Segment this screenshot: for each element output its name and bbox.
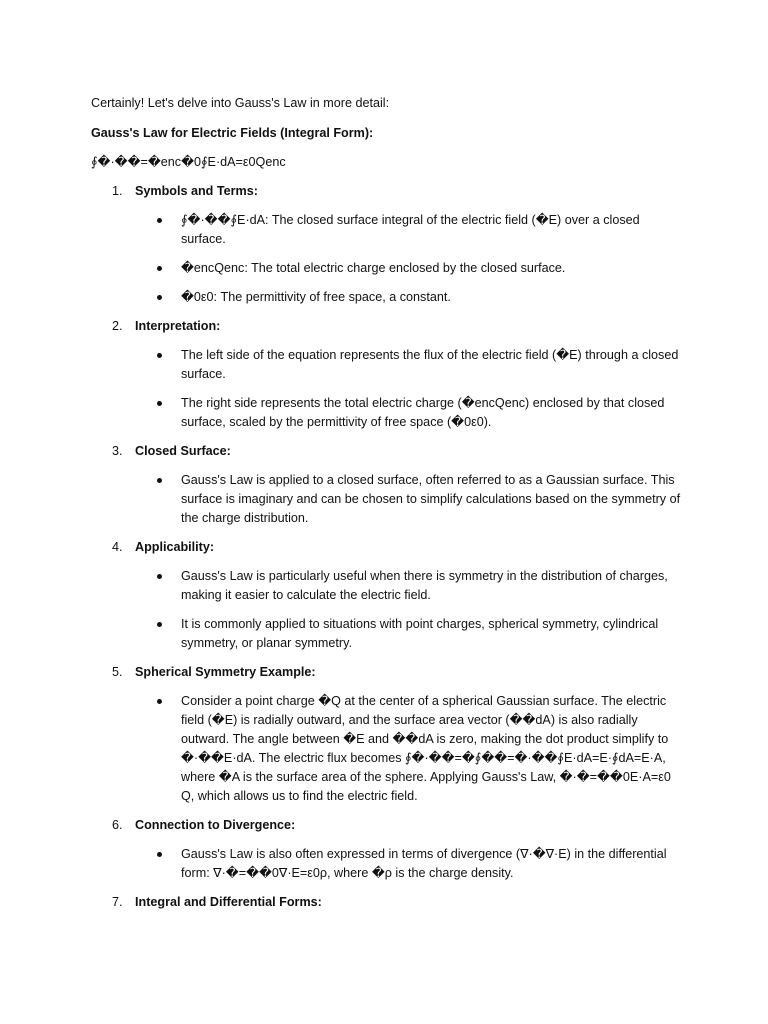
bullet-dot-icon <box>157 353 162 358</box>
bullet-text: Gauss's Law is also often expressed in terms of divergence (∇·�∇·E) in the differential form: ∇·�=��0∇·E=ε0ρ, where �ρ is the charge density. <box>181 847 667 880</box>
bullet-text: ∮�·��∮E·dA: The closed surface integral of the electric field (�E) over a closed surface. <box>181 213 640 246</box>
bullet-dot-icon <box>157 295 162 300</box>
item-number: 6. <box>112 818 123 832</box>
item-title: Interpretation: <box>135 319 221 333</box>
bullet-item <box>135 567 681 605</box>
item-title: Applicability: <box>135 540 215 554</box>
item-title: Spherical Symmetry Example: <box>135 665 316 679</box>
item-title: Connection to Divergence: <box>135 818 296 832</box>
bullet-text: Consider a point charge �Q at the center of a spherical Gaussian surface. The electric field (�E) is radially outward, and the surface area vector (��dA) is also radially outward. The angle between �E and ��dA is zero, making the dot product simplify to �·��E·dA. The electric flux becomes ∮�·��=�∮��=�·��∮E·dA=E·∮dA=E·A, where �A is the surface area of the sphere. Applying Gauss's Law, �·�=��0E·A=ε0 Q, which allows us to find the electric field. <box>181 694 671 803</box>
item-number: 5. <box>112 665 123 679</box>
bullet-text: The left side of the equation represents the flux of the electric field (�E) through a closed surface. <box>181 348 679 381</box>
numbered-item <box>91 893 681 912</box>
bullet-item <box>135 288 681 307</box>
bullet-item <box>135 615 681 653</box>
numbered-item <box>91 538 681 653</box>
item-number: 2. <box>112 319 123 333</box>
bullet-list <box>135 346 681 432</box>
bullet-dot-icon <box>157 699 162 704</box>
bullet-list <box>135 471 681 528</box>
item-number: 1. <box>112 184 123 198</box>
bullet-dot-icon <box>157 574 162 579</box>
bullet-dot-icon <box>157 622 162 627</box>
document-body <box>91 94 681 922</box>
bullet-text: �0ε0: The permittivity of free space, a constant. <box>181 290 451 304</box>
item-title: Symbols and Terms: <box>135 184 258 198</box>
bullet-text: The right side represents the total electric charge (�encQenc) enclosed by that closed surface, scaled by the permittivity of free space (�0ε0). <box>181 396 665 429</box>
bullet-dot-icon <box>157 401 162 406</box>
bullet-text: �encQenc: The total electric charge enclosed by the closed surface. <box>181 261 566 275</box>
bullet-item <box>135 471 681 528</box>
numbered-item <box>91 816 681 883</box>
numbered-list <box>91 182 681 912</box>
intro-text: Certainly! Let's delve into Gauss's Law in more detail: <box>91 96 390 110</box>
numbered-item <box>91 317 681 432</box>
numbered-item <box>91 663 681 806</box>
bullet-text: It is commonly applied to situations with point charges, spherical symmetry, cylindrical symmetry, or planar symmetry. <box>181 617 659 650</box>
bullet-item <box>135 346 681 384</box>
item-title: Integral and Differential Forms: <box>135 895 322 909</box>
section-heading: Gauss's Law for Electric Fields (Integral Form): <box>91 126 374 140</box>
numbered-item <box>91 442 681 528</box>
bullet-dot-icon <box>157 478 162 483</box>
bullet-item <box>135 692 681 806</box>
item-number: 4. <box>112 540 123 554</box>
bullet-list <box>135 845 681 883</box>
bullet-dot-icon <box>157 266 162 271</box>
gauss-law-formula: ∮�·��=�enc�0∮E·dA=ε0Qenc <box>91 155 286 169</box>
bullet-text: Gauss's Law is applied to a closed surface, often referred to as a Gaussian surface. This surface is imaginary and can be chosen to simplify calculations based on the symmetry of the charge distribution. <box>181 473 681 525</box>
bullet-list <box>135 567 681 653</box>
bullet-item <box>135 211 681 249</box>
bullet-item <box>135 394 681 432</box>
item-number: 3. <box>112 444 123 458</box>
bullet-item <box>135 845 681 883</box>
bullet-list <box>135 211 681 307</box>
bullet-dot-icon <box>157 852 162 857</box>
numbered-item <box>91 182 681 307</box>
bullet-text: Gauss's Law is particularly useful when there is symmetry in the distribution of charges, making it easier to calculate the electric field. <box>181 569 668 602</box>
item-number: 7. <box>112 895 123 909</box>
bullet-item <box>135 259 681 278</box>
item-title: Closed Surface: <box>135 444 231 458</box>
bullet-list <box>135 692 681 806</box>
bullet-dot-icon <box>157 218 162 223</box>
